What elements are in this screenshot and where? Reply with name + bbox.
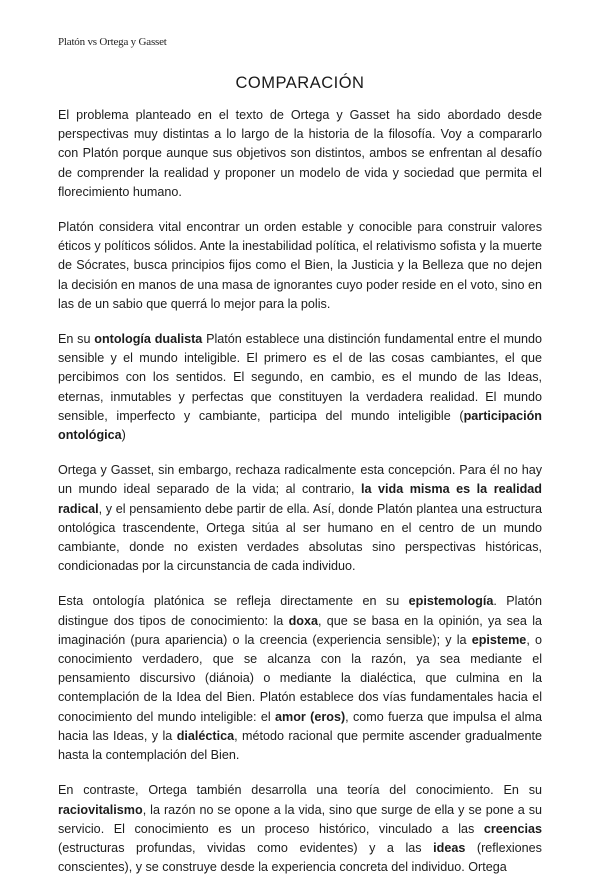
paragraph bbox=[58, 461, 542, 576]
bold-term: la vida misma es la realidad radical bbox=[58, 482, 542, 516]
text-run: En contraste, Ortega también desarrolla una teoría del conocimiento. En su bbox=[58, 783, 542, 798]
text-run: , y el pensamiento debe partir de ella. Así, donde Platón plantea una estructura ontológica trascendente, Ortega sitúa al ser humano en el centro de un mundo cambiante, donde no existen verdades absolutas sino perspectivas históricas, condicionadas por la circunstancia de cada individuo. bbox=[58, 501, 542, 574]
text-run: , método racional que permite ascender gradualmente hasta la contemplación del Bien. bbox=[58, 728, 543, 763]
bold-term: creencias bbox=[483, 821, 542, 836]
text-run: , o conocimiento verdadero, que se alcanza con la razón, ya sea mediante el pensamiento discursivo (diánoia) o mediante la dialéctica, que culmina en la contemplación de la Idea del Bien. Platón establece dos vías fundamentales hacia el conocimiento del mundo inteligible: el bbox=[58, 632, 542, 724]
text-run: , la razón no se opone a la vida, sino que surge de ella y se pone a su servicio. El conocimiento es un proceso histórico, vinculado a las bbox=[58, 802, 542, 836]
text-run: En su bbox=[58, 332, 95, 347]
bold-term: doxa bbox=[288, 613, 318, 628]
bold-term: ontología dualista bbox=[94, 332, 203, 347]
paragraph bbox=[58, 781, 542, 877]
text-run: Ortega y Gasset, sin embargo, rechaza radicalmente esta concepción. Para él no hay un mundo ideal separado de la vida; al contrario, bbox=[58, 463, 542, 497]
text-run: Esta ontología platónica se refleja directamente en su bbox=[58, 594, 409, 609]
text-run: Platón considera vital encontrar un orden estable y conocible para construir valores éticos y políticos sólidos. Ante la inestabilidad política, el relativismo sofista y la muerte de Sócrates, busca principios fijos como el Bien, la Justicia y la Belleza que no dejen la decisión en manos de una masa de ignorantes cuyo poder reside en el voto, sino en las de un sabio que querrá lo mejor para la polis. bbox=[58, 220, 542, 311]
running-header: Platón vs Ortega y Gasset bbox=[58, 36, 167, 48]
text-run: El problema planteado en el texto de Ortega y Gasset ha sido abordado desde perspectivas muy distintas a lo largo de la historia de la filosofía. Voy a compararlo con Platón porque aunque sus objetivos son distintos, ambos se enfrentan al desafío de comprender la realidad y proponer un modelo de vida y sociedad que permita el florecimiento humano. bbox=[58, 108, 542, 199]
bold-term: episteme bbox=[471, 632, 527, 647]
text-run: Platón establece una distinción fundamental entre el mundo sensible y el mundo inteligible. El primero es el de las cosas cambiantes, el que percibimos con los sentidos. El segundo, en cambio, es el mundo de las Ideas, eternas, inmutables y perfectas que constituyen la verdadera realidad. El mundo sensible, imperfecto y cambiante, participa del mundo inteligible ( bbox=[58, 332, 542, 423]
bold-term: epistemología bbox=[408, 594, 494, 609]
text-run: (reflexiones conscientes), y se construye desde la experiencia concreta del individuo. Ortega bbox=[58, 840, 542, 875]
bold-term: participación ontológica bbox=[58, 408, 542, 443]
text-run: (estructuras profundas, vividas como evidentes) y a las bbox=[58, 840, 434, 855]
document-body bbox=[58, 106, 542, 893]
text-run: , como fuerza que impulsa el alma hacia las Ideas, y la bbox=[58, 709, 542, 743]
paragraph bbox=[58, 106, 542, 202]
text-run: , que se basa en la opinión, ya sea la imaginación (pura apariencia) o la creencia (experiencia sensible); y la bbox=[58, 613, 543, 647]
bold-term: dialéctica bbox=[176, 728, 235, 743]
document-title: COMPARACIÓN bbox=[235, 74, 365, 92]
paragraph bbox=[58, 218, 542, 314]
paragraph bbox=[58, 592, 542, 765]
paragraph bbox=[58, 330, 542, 445]
text-run: . Platón distingue dos tipos de conocimiento: la bbox=[58, 594, 542, 628]
bold-term: ideas bbox=[433, 840, 466, 855]
text-run: ) bbox=[121, 428, 126, 443]
bold-term: raciovitalismo bbox=[58, 802, 143, 817]
bold-term: amor (eros) bbox=[275, 709, 346, 724]
